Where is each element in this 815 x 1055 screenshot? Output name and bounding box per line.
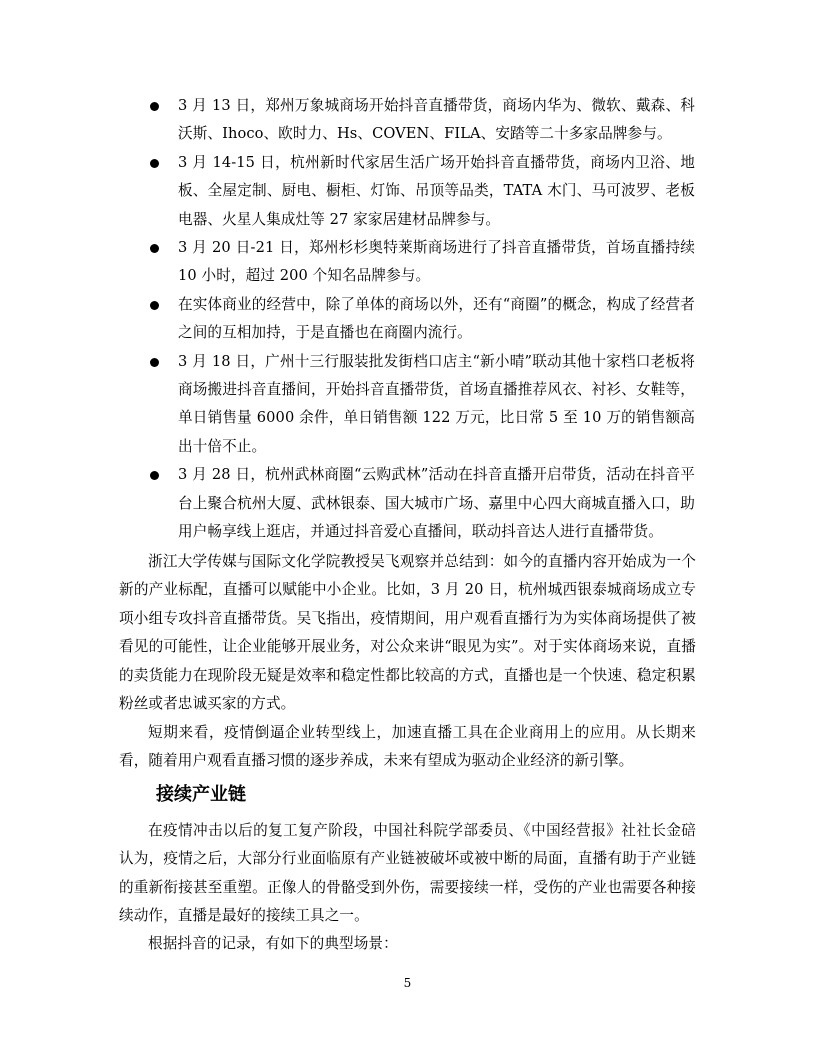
bullet-icon — [150, 159, 159, 168]
bullet-text: 3 月 13 日，郑州万象城商场开始抖音直播带货，商场内华为、微软、戴森、科沃斯、Ihoco、欧时力、Hs、COVEN、FILA、安踏等二十多家品牌参与。 — [178, 97, 695, 143]
bullet-icon — [150, 301, 159, 310]
list-item — [150, 149, 695, 234]
section-heading: 接续产业链 — [156, 784, 246, 805]
bullet-text: 在实体商业的经营中，除了单体的商场以外，还有“商圈”的概念，构成了经营者之间的互相加持，于是直播也在商圈内流行。 — [178, 295, 695, 342]
bullet-icon — [150, 244, 159, 253]
bullet-icon — [150, 471, 159, 480]
bullet-text: 3 月 18 日，广州十三行服装批发街档口店主“新小晴”联动其他十家档口老板将商场搬进抖音直播间，开始抖音直播带货，首场直播推荐风衣、衬衫、女鞋等，单日销售量 6000 余件，单日销售额 122 万元，比日常 5 至 10 万的销售额高出十倍不止。 — [178, 352, 695, 455]
bullet-text: 3 月 28 日，杭州武林商圈“云购武林”活动在抖音直播开启带货，活动在抖音平台上聚合杭州大厦、武林银泰、国大城市广场、嘉里中心四大商城直播入口，助用户畅享线上逛店，并通过抖音爱心直播间，联动抖音达人进行直播带货。 — [178, 466, 695, 541]
list-item — [150, 291, 695, 348]
bullet-text: 3 月 20 日-21 日，郑州杉杉奥特莱斯商场进行了抖音直播带货，首场直播持续 10 小时，超过 200 个知名品牌参与。 — [178, 239, 695, 285]
page-number: 5 — [403, 976, 412, 990]
body-paragraph: 根据抖音的记录，有如下的典型场景： — [148, 935, 398, 952]
body-paragraph: 在疫情冲击以后的复工复产阶段，中国社科院学部委员、《中国经营报》社社长金碚认为，疫情之后，大部分行业面临原有产业链被破坏或被中断的局面，直播有助于产业链的重新衔接甚至重塑。正像人的骨骼受到外伤，需要接续一样，受伤的产业也需要各种接续动作，直播是最好的接续工具之一。 — [119, 822, 696, 925]
bullet-list — [150, 92, 695, 547]
bullet-icon — [150, 358, 159, 367]
list-item — [150, 461, 695, 546]
list-item — [150, 234, 695, 291]
bullet-text: 3 月 14-15 日，杭州新时代家居生活广场开始抖音直播带货，商场内卫浴、地板、全屋定制、厨电、橱柜、灯饰、吊顶等品类，TATA 木门、马可波罗、老板电器、火星人集成灶等 27 家家居建材品牌参与。 — [178, 153, 695, 228]
body-paragraph: 短期来看，疫情倒逼企业转型线上，加速直播工具在企业商用上的应用。从长期来看，随着用户观看直播习惯的逐步养成，未来有望成为驱动企业经济的新引擎。 — [119, 724, 696, 770]
list-item — [150, 92, 695, 149]
bullet-icon — [150, 102, 159, 111]
list-item — [150, 348, 695, 462]
body-paragraph: 浙江大学传媒与国际文化学院教授吴飞观察并总结到：如今的直播内容开始成为一个新的产业标配，直播可以赋能中小企业。比如，3 月 20 日，杭州城西银泰城商场成立专项小组专攻抖音直播带货。吴飞指出，疫情期间，用户观看直播行为为实体商场提供了被看见的可能性，让企业能够开展业务，对公众来讲“眼见为实”。对于实体商场来说，直播的卖货能力在现阶段无疑是效率和稳定性都比较高的方式，直播也是一个快速、稳定积累粉丝或者忠诚买家的方式。 — [119, 553, 696, 713]
